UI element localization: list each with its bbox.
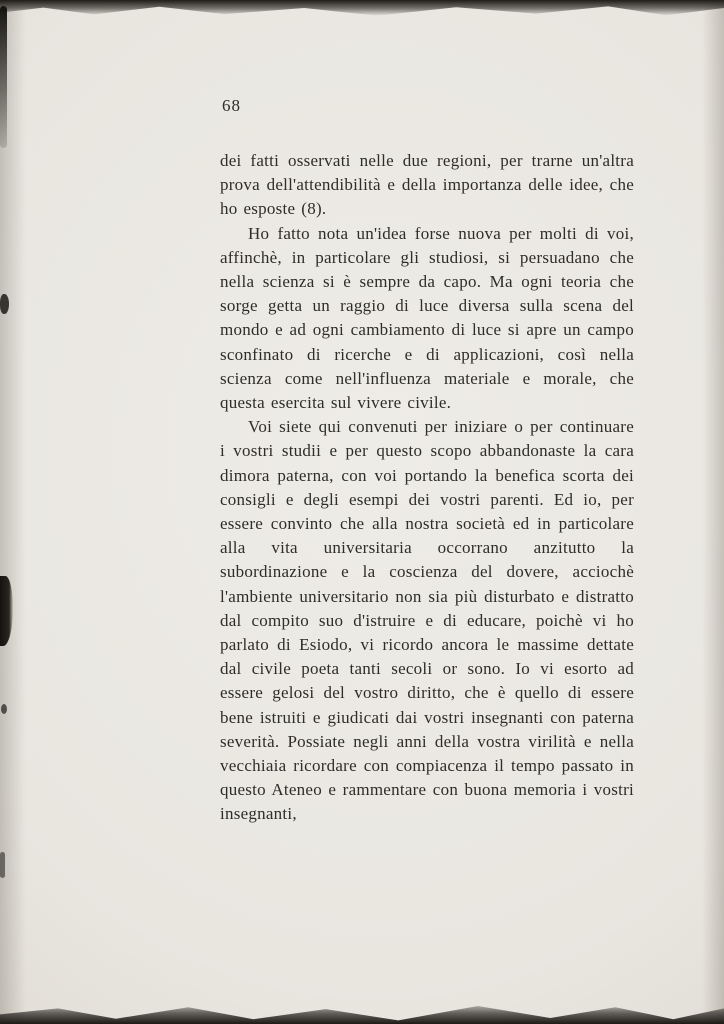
paragraph: Voi siete qui convenuti per iniziare o per continuare i vostri studii e per questo scopo abbandonaste la cara dimora paterna, con voi portando la benefica scorta dei consigli e degli esempi dei vostri parenti. Ed io, per essere convinto che alla nostra società ed in particolare alla vita universitaria occorrano anzitutto la subordinazione e la coscienza del dovere, acciochè l'ambiente universitario non sia più disturbato e distratto dal compito suo d'istruire e di educare, poichè vi ho parlato di Esiodo, vi ricordo ancora le massime dettate dal civile poeta tanti secoli or sono. Io vi esorto ad essere gelosi del vostro diritto, che è quello di essere bene istruiti e giudicati dai vostri insegnanti con paterna severità. Possiate negli anni della vostra virilità e nella vecchiaia ricordare con compiacenza il tempo passato in questo Ateneo e rammentare con buona memoria i vostri insegnanti,: [220, 417, 634, 824]
page-number: 68: [222, 96, 241, 115]
paragraph: Ho fatto nota un'idea forse nuova per molti di voi, affinchè, in particolare gli studiosi, si persuadano che nella scienza si è sempre da capo. Ma ogni teoria che sorge getta un raggio di luce diversa sulla scena del mondo e ad ogni cambiamento di luce si apre un campo sconfinato di ricerche e di applicazioni, così nella scienza come nell'influenza materiale e morale, che questa esercita sul vivere civile.: [220, 223, 634, 413]
scan-smudge: [0, 852, 5, 878]
scan-artifact-bottom-edge: [0, 1000, 724, 1024]
scan-smudge: [1, 704, 7, 714]
right-edge-shadow: [702, 0, 724, 1024]
scan-smudge: [0, 576, 13, 646]
scan-smudge: [0, 294, 9, 314]
page-content: [220, 96, 634, 827]
paragraph: dei fatti osservati nelle due regioni, per trarne un'altra prova dell'attendibilità e della importanza delle idee, che ho esposte (8).: [220, 151, 634, 219]
left-binding-shadow: [0, 0, 26, 1024]
scan-artifact-top-edge: [0, 0, 724, 16]
scan-smudge: [0, 6, 7, 148]
